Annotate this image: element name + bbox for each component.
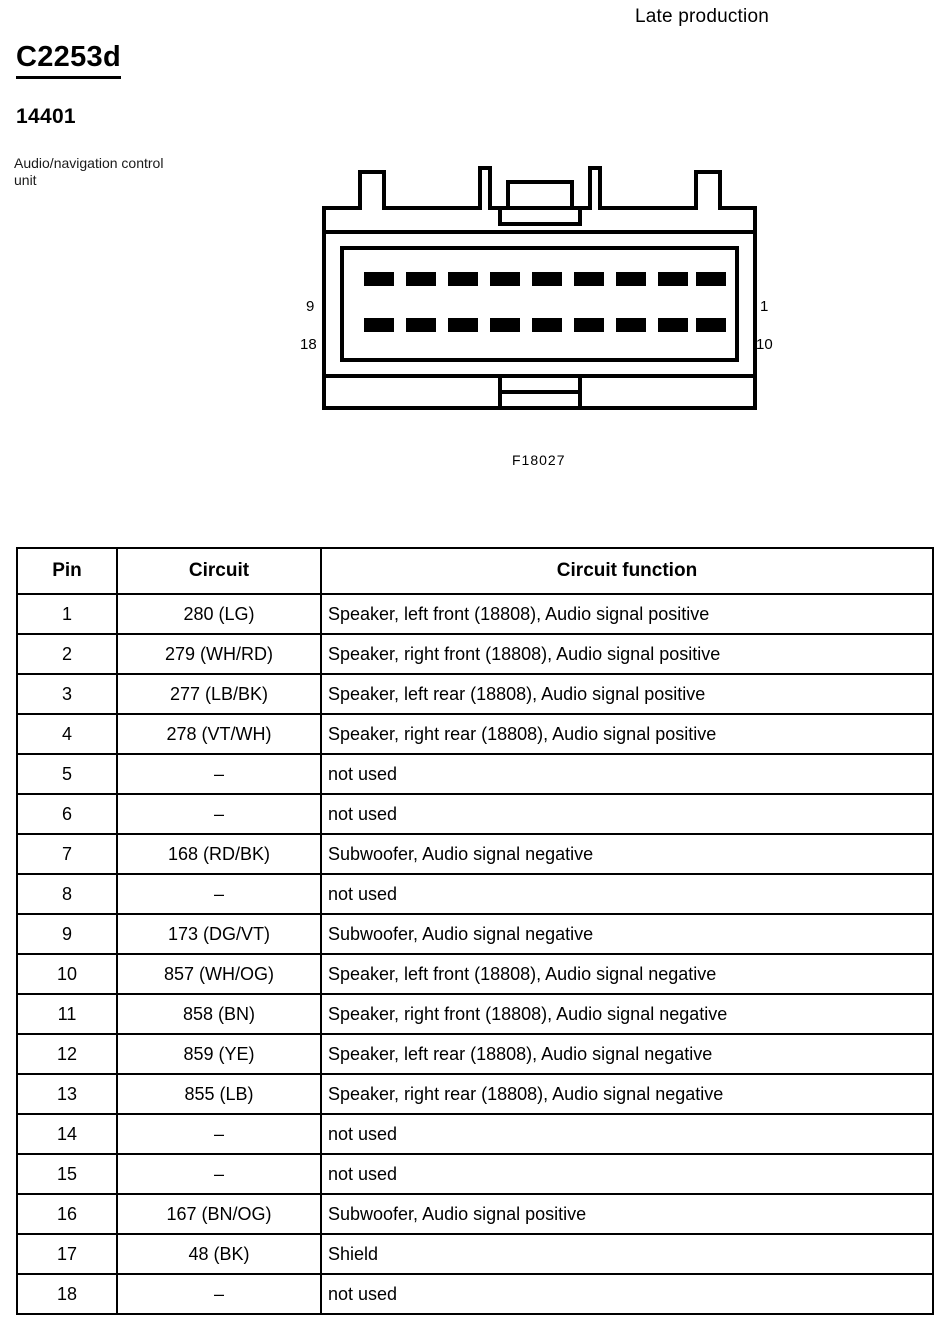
pin-marker-left-top: 9 <box>306 298 315 315</box>
cell-circuit-function: Subwoofer, Audio signal negative <box>321 914 933 954</box>
column-header-circuit: Circuit <box>117 548 321 594</box>
cell-circuit-function: not used <box>321 1274 933 1314</box>
cell-circuit-function: Subwoofer, Audio signal positive <box>321 1194 933 1234</box>
cell-circuit-function: Speaker, right front (18808), Audio signal positive <box>321 634 933 674</box>
cell-circuit: 855 (LB) <box>117 1074 321 1114</box>
cell-circuit: 857 (WH/OG) <box>117 954 321 994</box>
cell-pin: 7 <box>17 834 117 874</box>
cell-circuit: 173 (DG/VT) <box>117 914 321 954</box>
table-row <box>17 1074 933 1114</box>
cell-circuit: 48 (BK) <box>117 1234 321 1274</box>
cell-pin: 6 <box>17 794 117 834</box>
cell-circuit: – <box>117 874 321 914</box>
cell-circuit-function: Subwoofer, Audio signal negative <box>321 834 933 874</box>
cell-circuit-function: not used <box>321 874 933 914</box>
cell-pin: 17 <box>17 1234 117 1274</box>
table-row <box>17 834 933 874</box>
cell-circuit-function: Speaker, left front (18808), Audio signal negative <box>321 954 933 994</box>
table-row <box>17 714 933 754</box>
table-row <box>17 754 933 794</box>
table-row <box>17 954 933 994</box>
table-row <box>17 674 933 714</box>
cell-circuit-function: Speaker, left rear (18808), Audio signal negative <box>321 1034 933 1074</box>
column-header-circuit-function: Circuit function <box>321 548 933 594</box>
table-row <box>17 634 933 674</box>
cell-circuit: 278 (VT/WH) <box>117 714 321 754</box>
table-row <box>17 874 933 914</box>
cell-circuit-function: Speaker, right rear (18808), Audio signal positive <box>321 714 933 754</box>
cell-circuit: – <box>117 1274 321 1314</box>
table-row <box>17 1154 933 1194</box>
cell-pin: 4 <box>17 714 117 754</box>
cell-circuit-function: Shield <box>321 1234 933 1274</box>
cell-pin: 1 <box>17 594 117 634</box>
pin-assignment-table <box>16 547 934 1315</box>
cavity-row-bottom <box>364 318 726 332</box>
cell-circuit: 168 (RD/BK) <box>117 834 321 874</box>
table-header-row <box>17 548 933 594</box>
cell-circuit-function: not used <box>321 794 933 834</box>
pin-marker-left-bottom: 18 <box>300 336 317 353</box>
cell-circuit-function: not used <box>321 1114 933 1154</box>
cell-pin: 15 <box>17 1154 117 1194</box>
cell-circuit-function: not used <box>321 1154 933 1194</box>
cavity-row-top <box>364 272 726 286</box>
table-row <box>17 794 933 834</box>
cell-circuit: 280 (LG) <box>117 594 321 634</box>
cell-pin: 8 <box>17 874 117 914</box>
pin-marker-right-bottom: 10 <box>756 336 773 353</box>
table-row <box>17 1274 933 1314</box>
cell-circuit-function: not used <box>321 754 933 794</box>
connector-diagram <box>300 160 780 480</box>
unit-name-label: Audio/navigation control unit <box>14 155 164 188</box>
connector-id-title: C2253d <box>16 40 121 79</box>
cell-pin: 16 <box>17 1194 117 1234</box>
cell-pin: 18 <box>17 1274 117 1314</box>
table-row <box>17 594 933 634</box>
cell-circuit: – <box>117 754 321 794</box>
table-row <box>17 1034 933 1074</box>
cell-circuit: 858 (BN) <box>117 994 321 1034</box>
cell-circuit: – <box>117 794 321 834</box>
cell-circuit-function: Speaker, right rear (18808), Audio signal negative <box>321 1074 933 1114</box>
cell-pin: 5 <box>17 754 117 794</box>
cell-pin: 12 <box>17 1034 117 1074</box>
figure-code: F18027 <box>512 452 566 468</box>
connector-illustration <box>300 160 780 450</box>
cell-circuit: – <box>117 1114 321 1154</box>
pin-marker-right-top: 1 <box>760 298 769 315</box>
column-header-pin: Pin <box>17 548 117 594</box>
cell-circuit-function: Speaker, left rear (18808), Audio signal positive <box>321 674 933 714</box>
cell-circuit-function: Speaker, left front (18808), Audio signal positive <box>321 594 933 634</box>
cell-pin: 11 <box>17 994 117 1034</box>
cell-circuit-function: Speaker, right front (18808), Audio signal negative <box>321 994 933 1034</box>
cell-pin: 3 <box>17 674 117 714</box>
cell-pin: 2 <box>17 634 117 674</box>
cell-circuit: 277 (LB/BK) <box>117 674 321 714</box>
table-row <box>17 1114 933 1154</box>
cell-circuit: 859 (YE) <box>117 1034 321 1074</box>
late-production-label: Late production <box>635 6 769 27</box>
table-row <box>17 994 933 1034</box>
cell-pin: 10 <box>17 954 117 994</box>
cell-circuit: 279 (WH/RD) <box>117 634 321 674</box>
table-row <box>17 914 933 954</box>
part-number: 14401 <box>16 105 76 128</box>
cell-pin: 14 <box>17 1114 117 1154</box>
cell-circuit: – <box>117 1154 321 1194</box>
cell-pin: 9 <box>17 914 117 954</box>
table-row <box>17 1234 933 1274</box>
cell-pin: 13 <box>17 1074 117 1114</box>
table-row <box>17 1194 933 1234</box>
cell-circuit: 167 (BN/OG) <box>117 1194 321 1234</box>
